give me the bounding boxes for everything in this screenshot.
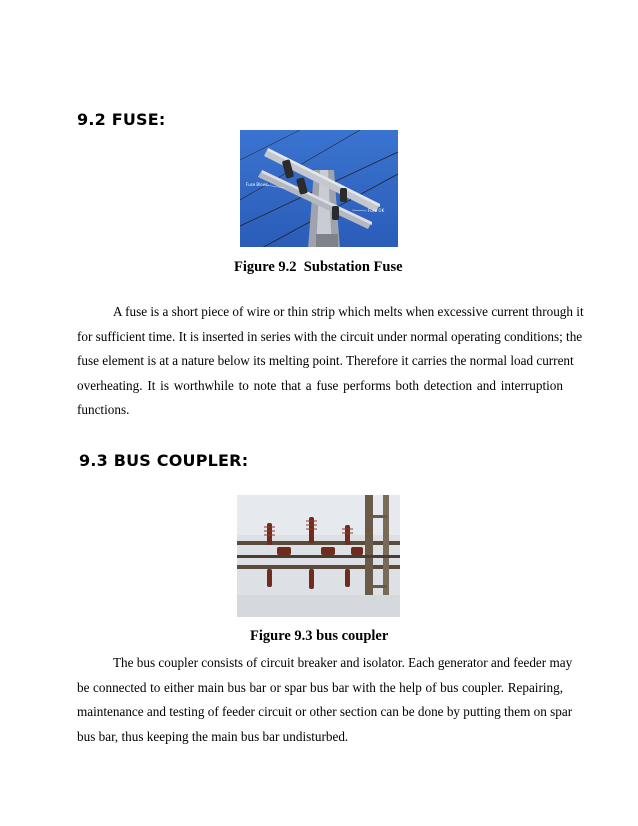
fuse-ok-label: Fuse OK xyxy=(368,208,385,213)
fuse-paragraph xyxy=(77,300,584,423)
figure-caption-fuse: Figure 9.2 Substation Fuse xyxy=(234,259,403,275)
paragraph-line: A fuse is a short piece of wire or thin strip which melts when excessive current through it xyxy=(113,304,584,319)
section-heading-bus-coupler: 9.3 BUS COUPLER: xyxy=(79,451,249,470)
bus-coupler-paragraph xyxy=(77,651,573,749)
bus-coupler-photo xyxy=(237,495,400,617)
paragraph-line: The bus coupler consists of circuit breaker and isolator. Each generator and feeder may xyxy=(113,655,573,670)
paragraph-line: functions. xyxy=(77,402,130,418)
figure-caption-bus-coupler: Figure 9.3 bus coupler xyxy=(250,628,389,644)
paragraph-line: maintenance and testing of feeder circuit or other section can be done by putting them on spar xyxy=(77,704,573,720)
paragraph-line: be connected to either main bus bar or spar bus bar with the help of bus coupler. Repairing, xyxy=(77,679,563,695)
paragraph-line: bus bar, thus keeping the main bus bar undisturbed. xyxy=(77,728,349,744)
paragraph-line: for sufficient time. It is inserted in series with the circuit under normal operating conditions; the xyxy=(77,328,583,344)
substation-fuse-photo xyxy=(240,130,398,249)
paragraph-line: overheating. It is worthwhile to note that a fuse performs both detection and interruption xyxy=(77,377,563,393)
section-heading-fuse: 9.2 FUSE: xyxy=(77,110,166,129)
paragraph-line: fuse element is at a nature below its melting point. Therefore it carries the normal load current xyxy=(77,353,574,369)
fuse-blown-label: Fuse Blown xyxy=(246,182,269,187)
